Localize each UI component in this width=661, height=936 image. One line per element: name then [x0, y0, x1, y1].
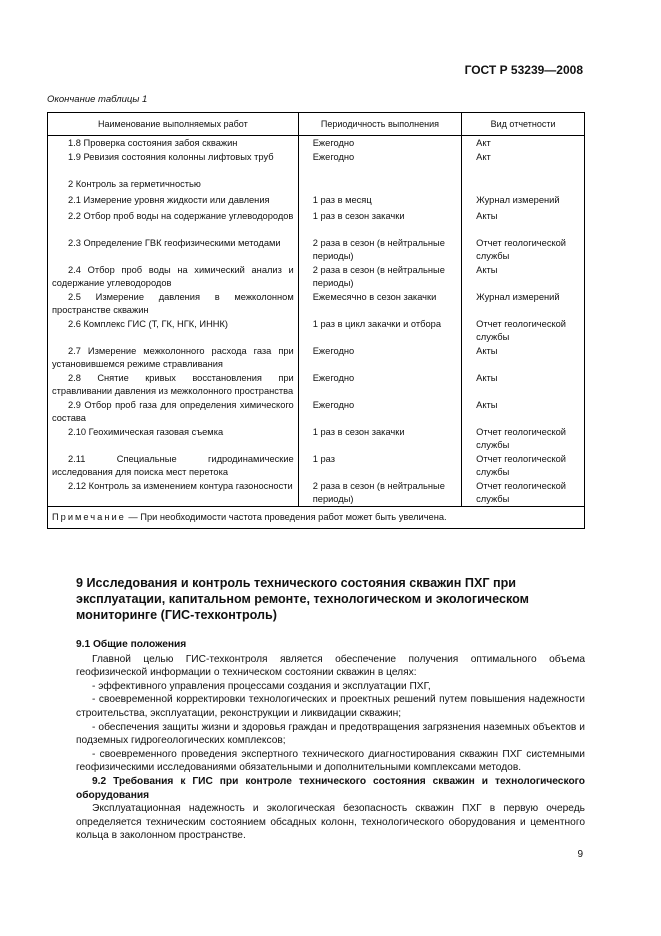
table-row [48, 209, 585, 236]
report-cell-text: Журнал измерений [476, 195, 560, 205]
work-cell [48, 236, 299, 263]
report-cell-text: Акты [476, 373, 498, 383]
table-row [48, 479, 585, 507]
bullet-management: - эффективного управления процессами создания и эксплуатации ПХГ, [92, 680, 431, 692]
period-cell [298, 209, 461, 236]
work-cell-text: 2.5 Измерение давления в межколонном пространстве скважин [52, 292, 294, 315]
work-cell [48, 317, 299, 344]
period-cell [298, 371, 461, 398]
document-id: ГОСТ Р 53239—2008 [464, 63, 583, 77]
work-cell [48, 452, 299, 479]
report-cell [462, 193, 585, 209]
work-cell-text: 2.12 Контроль за изменением контура газоносности [68, 481, 293, 491]
period-cell [298, 425, 461, 452]
report-cell [462, 236, 585, 263]
work-cell-text: 2.4 Отбор проб воды на химический анализ и содержание углеводородов [52, 265, 294, 288]
period-cell [298, 150, 461, 177]
work-cell-text: 2.1 Измерение уровня жидкости или давления [68, 195, 270, 205]
table-caption: Окончание таблицы 1 [47, 94, 148, 105]
table-row [48, 150, 585, 177]
bullet-correction: - своевременной корректировки технологических и проектных решений путем повышения надежности строительства, эксплуатации, реконструкции и ликвидации скважин; [76, 694, 585, 719]
report-cell-text: Отчет геологической службы [476, 481, 566, 504]
period-cell [298, 263, 461, 290]
column-header-period: Периодичность выполнения [298, 113, 461, 136]
table-note [48, 507, 585, 529]
table-row [48, 290, 585, 317]
period-cell-text: 2 раза в сезон (в нейтральные периоды) [312, 265, 445, 288]
table-row [48, 263, 585, 290]
work-cell [48, 344, 299, 371]
report-cell-text: Отчет геологической службы [476, 454, 566, 477]
table-row [48, 371, 585, 398]
period-cell-text: Ежегодно [312, 400, 355, 410]
period-cell [298, 317, 461, 344]
work-cell-text: 2.3 Определение ГВК геофизическими методами [68, 238, 281, 248]
report-cell [462, 479, 585, 507]
period-cell-text: 1 раз в цикл закачки и отбора [312, 319, 441, 329]
report-cell-text: Отчет геологической службы [476, 427, 566, 450]
period-cell-text: Ежемесячно в сезон закачки [312, 292, 437, 302]
report-cell [462, 136, 585, 151]
table-row [48, 193, 585, 209]
period-cell [298, 452, 461, 479]
period-cell-text: Ежегодно [312, 346, 355, 356]
report-cell [462, 344, 585, 371]
period-cell-text: Ежегодно [312, 138, 355, 148]
bullet-protection: - обеспечения защиты жизни и здоровья граждан и предотвращения загрязнения наземных объектов и подземных гидрогеологических комплексов; [76, 721, 585, 747]
table-row [48, 452, 585, 479]
table-row [48, 317, 585, 344]
report-cell [462, 263, 585, 290]
period-cell-text: 1 раз в сезон закачки [312, 427, 405, 437]
report-cell-text: Отчет геологической службы [476, 238, 566, 261]
column-header-report: Вид отчетности [462, 113, 585, 136]
report-cell [462, 177, 585, 193]
table-row [48, 425, 585, 452]
work-cell [48, 425, 299, 452]
report-cell-text: Акты [476, 211, 498, 221]
work-cell [48, 479, 299, 507]
report-cell [462, 452, 585, 479]
note-label: Примечание [52, 512, 126, 522]
work-cell-text: 2.10 Геохимическая газовая съемка [68, 427, 224, 437]
work-cell-text: 2.2 Отбор проб воды на содержание углеводородов [68, 211, 294, 221]
period-cell-text: Ежегодно [312, 152, 355, 162]
report-cell [462, 317, 585, 344]
table-row [48, 398, 585, 425]
work-cell-text: 2.8 Снятие кривых восстановления при стравливании давления из межколонного пространства [52, 373, 294, 396]
report-cell-text: Журнал измерений [476, 292, 560, 302]
paragraph-goal: Главной целью ГИС-техконтроля является обеспечение получения оптимального объема геофизической информации о техническом состоянии скважин в целях: [76, 653, 585, 679]
period-cell-text: 1 раз в сезон закачки [312, 211, 405, 221]
page-number: 9 [577, 849, 583, 860]
work-cell-text: 2 Контроль за герметичностью [68, 179, 201, 189]
report-cell [462, 209, 585, 236]
subsection-9-1-title: 9.1 Общие положения [76, 639, 187, 650]
period-cell-text: 1 раз [312, 454, 335, 464]
work-cell [48, 193, 299, 209]
period-cell [298, 177, 461, 193]
period-cell [298, 398, 461, 425]
report-cell-text: Акты [476, 400, 498, 410]
period-cell-text: 2 раза в сезон (в нейтральные периоды) [312, 481, 445, 504]
period-cell [298, 290, 461, 317]
work-cell [48, 209, 299, 236]
work-cell [48, 371, 299, 398]
work-cell-text: 1.9 Ревизия состояния колонны лифтовых труб [68, 152, 274, 162]
period-cell-text: 1 раз в месяц [312, 195, 372, 205]
table-header-row [48, 113, 585, 136]
section-9-body [76, 638, 585, 843]
work-cell [48, 136, 299, 151]
work-cell [48, 290, 299, 317]
subsection-9-2-title: 9.2 Требования к ГИС при контроле технического состояния скважин и технологического оборудования [76, 775, 585, 801]
work-cell-text: 2.11 Специальные гидродинамические исследования для поиска мест перетока [52, 454, 294, 477]
period-cell [298, 193, 461, 209]
work-cell-text: 2.7 Измерение межколонного расхода газа при установившемся режиме стравливания [52, 346, 294, 369]
period-cell [298, 479, 461, 507]
report-cell [462, 290, 585, 317]
work-cell-text: 1.8 Проверка состояния забоя скважин [68, 138, 238, 148]
section-9-title: 9 Исследования и контроль технического состояния скважин ПХГ при эксплуатации, капитальном ремонте, технологическом и экологическом мониторинге (ГИС-техконтроль) [76, 576, 529, 622]
table-row [48, 236, 585, 263]
report-cell [462, 425, 585, 452]
report-cell-text: Акт [476, 152, 491, 162]
work-cell-text: 2.9 Отбор проб газа для определения химического состава [52, 400, 294, 423]
work-cell [48, 263, 299, 290]
work-cell [48, 177, 299, 193]
work-cell [48, 398, 299, 425]
report-cell [462, 371, 585, 398]
bullet-diagnostics: - своевременного проведения экспертного технического диагностирования скважин ПХГ системными геофизическими исследованиями обязательными и дополнительными комплексами методов. [76, 748, 585, 774]
note-text: — При необходимости частота проведения работ может быть увеличена. [128, 512, 447, 522]
period-cell [298, 344, 461, 371]
period-cell [298, 136, 461, 151]
works-table [47, 112, 585, 529]
report-cell-text: Акты [476, 346, 498, 356]
table-row [48, 136, 585, 151]
report-cell-text: Отчет геологической службы [476, 319, 566, 342]
table-note-row [48, 507, 585, 529]
work-cell [48, 150, 299, 177]
period-cell-text: 2 раза в сезон (в нейтральные периоды) [312, 238, 445, 261]
table-row [48, 344, 585, 371]
report-cell [462, 398, 585, 425]
work-cell-text: 2.6 Комплекс ГИС (Т, ГК, НГК, ИННК) [68, 319, 229, 329]
report-cell [462, 150, 585, 177]
column-header-work: Наименование выполняемых работ [48, 113, 299, 136]
period-cell-text: Ежегодно [312, 373, 355, 383]
report-cell-text: Акты [476, 265, 498, 275]
report-cell-text: Акт [476, 138, 491, 148]
paragraph-reliability: Эксплуатационная надежность и экологическая безопасность скважин ПХГ в первую очередь определяется техническим состоянием обсадных колонн, технологического оборудования и цементного кольца в заколонном пространстве. [76, 803, 585, 842]
table-row [48, 177, 585, 193]
period-cell [298, 236, 461, 263]
